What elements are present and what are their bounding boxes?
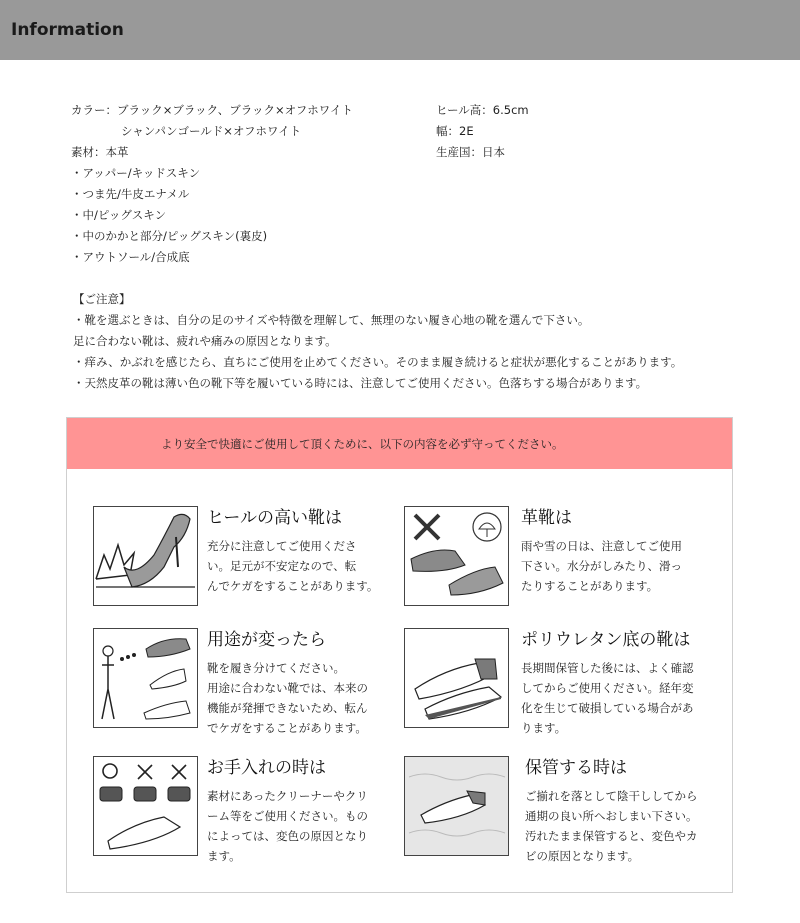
- notice-line: 足に合わない靴は、疲れや痛みの原因となります。: [73, 334, 337, 348]
- polyurethane-shoes-icon: [404, 628, 509, 728]
- spec-material-item: ・つま先/牛皮エナメル: [71, 187, 190, 201]
- care-desc: 雨や雪の日は、注意してご使用 下さい。水分がしみたり、滑っ たりすることがあります。: [521, 539, 682, 593]
- shoe-usage-icon: [93, 628, 198, 728]
- care-desc: 靴を履き分けてください。 用途に合わない靴では、本来の 機能が発揮できないため、転ん でケガをすることがあります。: [207, 661, 368, 735]
- care-desc: 充分に注意してご使用くださ い。足元が不安定なので、転 んでケガをすることがあります。: [207, 539, 379, 593]
- spec-heel-height: ヒール高：6.5cm: [436, 103, 529, 117]
- notice-heading: 【ご注意】: [73, 292, 131, 306]
- leather-shoes-rain-icon: [404, 506, 509, 606]
- care-title: 保管する時は: [525, 758, 627, 778]
- spec-material-item: ・中/ピッグスキン: [71, 208, 167, 222]
- notice-line: ・痒み、かぶれを感じたら、直ちにご使用を止めてください。そのまま履き続けると症状が悪化することがあります。: [73, 355, 683, 369]
- care-desc: 長期間保管した後には、よく確認 してからご使用ください。経年変 化を生じて破損している場合があ ります。: [521, 661, 694, 735]
- care-title: ヒールの高い靴は: [207, 508, 342, 528]
- spec-material: 素材：本革: [71, 145, 129, 159]
- spec-color: カラー：ブラック×ブラック、ブラック×オフホワイト: [71, 103, 353, 117]
- info-header: [0, 0, 800, 60]
- spec-material-item: ・アッパー/キッドスキン: [71, 166, 201, 180]
- shoe-cream-icon: [93, 756, 198, 856]
- care-banner-text: より安全で快適にご使用して頂くために、以下の内容を必ず守ってください。: [161, 437, 564, 451]
- care-banner: [67, 418, 732, 469]
- care-desc: 素材にあったクリーナーやクリ ーム等をご使用ください。もの によっては、変色の原因となり ます。: [207, 789, 368, 863]
- care-instructions-box: [66, 417, 733, 893]
- spec-color-line2: シャンパンゴールド×オフホワイト: [121, 124, 302, 138]
- spec-material-item: ・アウトソール/合成底: [71, 250, 190, 264]
- spec-origin: 生産国：日本: [436, 145, 505, 159]
- page-title: Information: [11, 20, 124, 40]
- care-title: お手入れの時は: [207, 758, 326, 778]
- notice-line: ・天然皮革の靴は薄い色の靴下等を履いている時には、注意してご使用ください。色落ちする場合があります。: [73, 376, 648, 390]
- care-title: 革靴は: [521, 508, 572, 528]
- care-title: ポリウレタン底の靴は: [521, 630, 691, 650]
- notice-line: ・靴を選ぶときは、自分の足のサイズや特徴を理解して、無理のない履き心地の靴を選んで下さい。: [73, 313, 590, 327]
- spec-material-item: ・中のかかと部分/ピッグスキン(裏皮): [71, 229, 268, 243]
- spec-width: 幅：2E: [436, 124, 474, 138]
- high-heel-icon: [93, 506, 198, 606]
- care-title: 用途が変ったら: [207, 630, 326, 650]
- care-desc: ご揃れを落として陰干ししてから 通期の良い所へおしまい下さい。 汚れたまま保管すると、変色やカ ビの原因となります。: [525, 789, 698, 863]
- shoe-storage-icon: [404, 756, 509, 856]
